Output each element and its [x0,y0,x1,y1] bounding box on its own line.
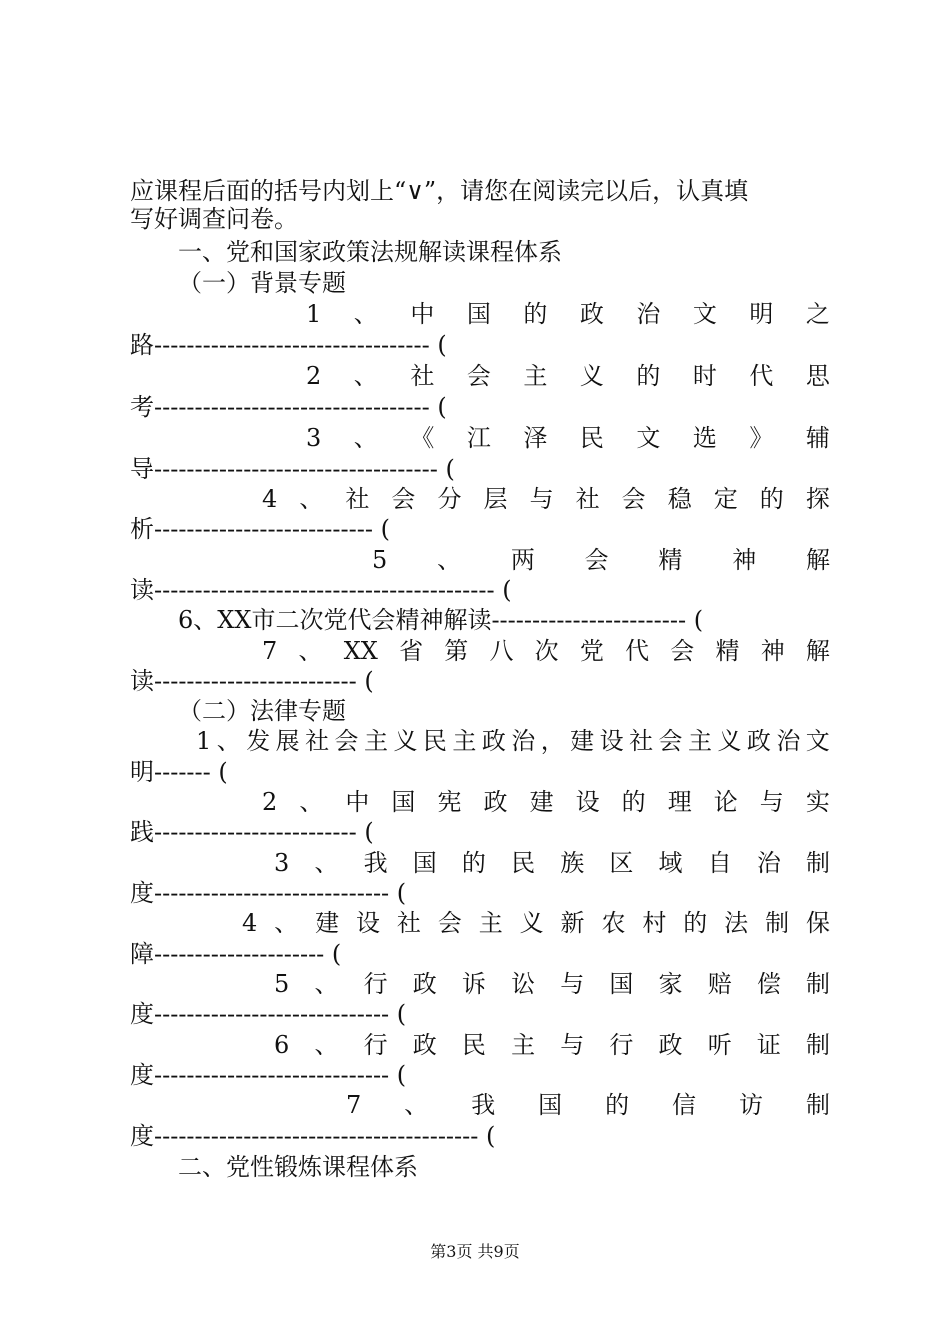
justified-char: 村 [642,909,667,937]
justified-char: 选 [692,424,717,452]
justified-char: 国 [609,970,634,998]
justified-char: 国 [412,849,437,877]
justified-char: 与 [560,1031,585,1059]
justified-char: 社 [305,727,330,755]
justified-char: 保 [805,909,830,937]
justified-char: 时 [692,362,717,390]
intro-line-2: 写好调查问卷。 [130,205,298,233]
law-item-1-line-b: 明------- ( [130,758,228,786]
justified-char: 思 [805,362,830,390]
justified-char: 《 [410,424,435,452]
justified-char: 2 [262,788,278,816]
justified-char: 主 [478,909,503,937]
law-item-4-line-a [130,908,830,938]
background-item-2-line-a [130,361,830,391]
background-item-2-line-b: 考---------------------------------- ( [130,393,447,421]
justified-char: 政 [412,970,437,998]
justified-char: 文 [636,424,661,452]
justified-char: 域 [658,849,683,877]
justified-char: 偿 [756,970,781,998]
justified-char: 党 [579,637,604,665]
justified-char: 的 [683,909,708,937]
justified-char: 主 [523,362,548,390]
justified-char: 听 [707,1031,732,1059]
justified-char: 论 [713,788,738,816]
law-item-2-line-a [130,787,830,817]
justified-char: 5 [274,970,290,998]
law-item-7-line-b: 度---------------------------------------- ( [130,1122,496,1150]
justified-char: 、 [216,727,241,755]
justified-char: 文 [692,300,717,328]
justified-char: 6 [274,1031,290,1059]
justified-char: 辅 [805,424,830,452]
justified-char: 1 [196,727,212,755]
justified-char: 7 [346,1091,362,1119]
justified-char: 民 [461,1031,486,1059]
justified-char: ， [540,727,565,755]
background-item-5-line-a [130,545,830,575]
justified-char: 义 [393,727,418,755]
justified-char: 主 [452,727,477,755]
justified-char: 神 [732,546,757,574]
justified-char: 行 [363,970,388,998]
section-1-heading: 一、党和国家政策法规解读课程体系 [178,238,562,266]
justified-char: 族 [560,849,585,877]
justified-char: 、 [404,1091,429,1119]
justified-char: 省 [399,637,424,665]
justified-char: 代 [749,362,774,390]
justified-char: 江 [466,424,491,452]
justified-char: 神 [760,637,785,665]
justified-char: 的 [759,485,784,513]
justified-char: 社 [345,485,370,513]
justified-char: 、 [353,424,378,452]
justified-char: 稳 [667,485,692,513]
justified-char: 探 [805,485,830,513]
justified-char: 理 [667,788,692,816]
justified-char: 、 [298,637,323,665]
justified-char: 证 [756,1031,781,1059]
justified-char: 会 [334,727,359,755]
justified-char: 泽 [523,424,548,452]
justified-char: 会 [670,637,695,665]
law-item-1-line-a [130,726,830,756]
justified-char: 政 [483,788,508,816]
justified-char: 新 [560,909,585,937]
background-item-5-line-b: 读------------------------------------------ ( [130,576,512,604]
justified-char: 实 [805,788,830,816]
justified-char: 2 [306,362,322,390]
justified-char: 政 [579,300,604,328]
justified-char: 会 [437,909,462,937]
justified-char: 两 [510,546,535,574]
justified-char: 、 [353,362,378,390]
justified-char: 诉 [461,970,486,998]
justified-char: 自 [707,849,732,877]
background-item-3-line-a [130,423,830,453]
justified-char: 法 [724,909,749,937]
justified-char: 7 [262,637,278,665]
justified-char: 文 [805,727,830,755]
law-item-7-line-a [130,1090,830,1120]
justified-char: 会 [466,362,491,390]
justified-char: 精 [658,546,683,574]
justified-char: 政 [746,727,771,755]
justified-char: 、 [314,1031,339,1059]
justified-char: 之 [805,300,830,328]
justified-char: 治 [636,300,661,328]
law-item-2-line-b: 践------------------------- ( [130,818,374,846]
justified-char: 行 [363,1031,388,1059]
justified-char: 4 [262,485,278,513]
justified-char: 民 [422,727,447,755]
justified-char: 讼 [511,970,536,998]
justified-char: 主 [364,727,388,755]
law-item-4-line-b: 障--------------------- ( [130,940,342,968]
justified-char: 国 [538,1091,563,1119]
justified-char: 中 [410,300,435,328]
justified-char: 会 [584,546,609,574]
justified-char: 5 [372,546,388,574]
background-item-3-line-b: 导----------------------------------- ( [130,455,455,483]
justified-char: 制 [805,1091,830,1119]
justified-char: 会 [391,485,416,513]
justified-char: 与 [759,788,784,816]
justified-char: 明 [749,300,774,328]
justified-char: 分 [437,485,462,513]
justified-char: 家 [658,970,683,998]
intro-line-1: 应课程后面的括号内划上“∨”，请您在阅读完以后，认真填 [130,177,749,205]
justified-char: 八 [489,637,514,665]
justified-char: 社 [396,909,421,937]
justified-char: 第 [444,637,469,665]
justified-char: 国 [391,788,416,816]
law-item-3-line-a [130,848,830,878]
justified-char: 、 [274,909,299,937]
justified-char: 的 [461,849,486,877]
justified-char: 我 [471,1091,496,1119]
justified-char: 制 [806,970,830,998]
justified-char: 建 [529,788,554,816]
justified-char: 的 [605,1091,630,1119]
justified-char: 访 [739,1091,763,1119]
page-footer: 第3页 共9页 [430,1242,520,1261]
justified-char: 社 [575,485,600,513]
justified-char: 中 [345,788,370,816]
justified-char: 政 [481,727,506,755]
justified-char: 精 [715,637,740,665]
justified-char: 与 [529,485,554,513]
justified-char: 民 [511,849,536,877]
justified-char: 制 [806,849,830,877]
justified-char: 政 [412,1031,437,1059]
justified-char: 农 [601,909,626,937]
justified-char: 赔 [707,970,732,998]
justified-char: 社 [410,362,435,390]
justified-char: 义 [519,909,544,937]
justified-char: 、 [437,546,462,574]
justified-char: 建 [570,727,595,755]
justified-char: 3 [274,849,290,877]
justified-char: 政 [658,1031,683,1059]
background-item-1-line-b: 路---------------------------------- ( [130,331,447,359]
justified-char: 行 [609,1031,634,1059]
justified-char: 定 [713,485,738,513]
justified-char: 社 [629,727,654,755]
justified-char: 宪 [437,788,462,816]
justified-char: 、 [353,300,378,328]
justified-char: 》 [749,424,774,452]
background-item-4-line-b: 析--------------------------- ( [130,515,390,543]
subsection-background-heading: （一）背景专题 [178,269,346,297]
justified-char: 解 [805,637,830,665]
section-2-heading: 二、党性锻炼课程体系 [178,1153,418,1181]
justified-char: 与 [560,970,585,998]
justified-char: 、 [299,788,324,816]
justified-char: 信 [672,1091,697,1119]
background-item-6: 6、XX市二次党代会精神解读------------------------ ( [178,606,704,634]
justified-char: 次 [534,637,559,665]
justified-char: 制 [806,1031,830,1059]
law-item-6-line-b: 度----------------------------- ( [130,1061,407,1089]
justified-char: 、 [299,485,324,513]
justified-char: 区 [609,849,634,877]
justified-char: 主 [687,727,712,755]
law-item-3-line-b: 度----------------------------- ( [130,879,407,907]
background-item-7-line-a [130,636,830,666]
justified-char: 民 [579,424,604,452]
justified-char: 治 [511,727,536,755]
justified-char: 设 [356,909,380,937]
justified-char: 建 [315,909,340,937]
justified-char: 解 [805,546,830,574]
justified-char: 会 [621,485,646,513]
law-item-6-line-a [130,1030,830,1060]
subsection-law-heading: （二）法律专题 [178,697,346,725]
justified-char: 代 [625,637,650,665]
justified-char: 制 [765,909,790,937]
justified-char: 4 [242,909,258,937]
background-item-1-line-a [130,299,830,329]
justified-char: 、 [314,849,339,877]
justified-char: 展 [275,727,300,755]
justified-char: 设 [599,727,624,755]
background-item-7-line-b: 读------------------------- ( [130,667,374,695]
justified-char: 主 [511,1031,536,1059]
justified-char: 治 [756,849,781,877]
justified-char: 设 [575,788,600,816]
justified-char: 3 [306,424,322,452]
justified-char: 义 [717,727,742,755]
justified-char: 的 [523,300,548,328]
justified-char: XX [343,637,378,665]
justified-char: 我 [363,849,388,877]
law-item-5-line-a [130,969,830,999]
justified-char: 国 [466,300,491,328]
justified-char: 治 [776,727,801,755]
justified-char: 义 [579,362,604,390]
justified-char: 发 [246,727,271,755]
justified-char: 的 [621,788,646,816]
background-item-4-line-a [130,484,830,514]
justified-char: 的 [636,362,661,390]
law-item-5-line-b: 度----------------------------- ( [130,1000,407,1028]
justified-char: 会 [658,727,683,755]
justified-char: 、 [314,970,339,998]
justified-char: 1 [306,300,322,328]
justified-char: 层 [483,485,508,513]
